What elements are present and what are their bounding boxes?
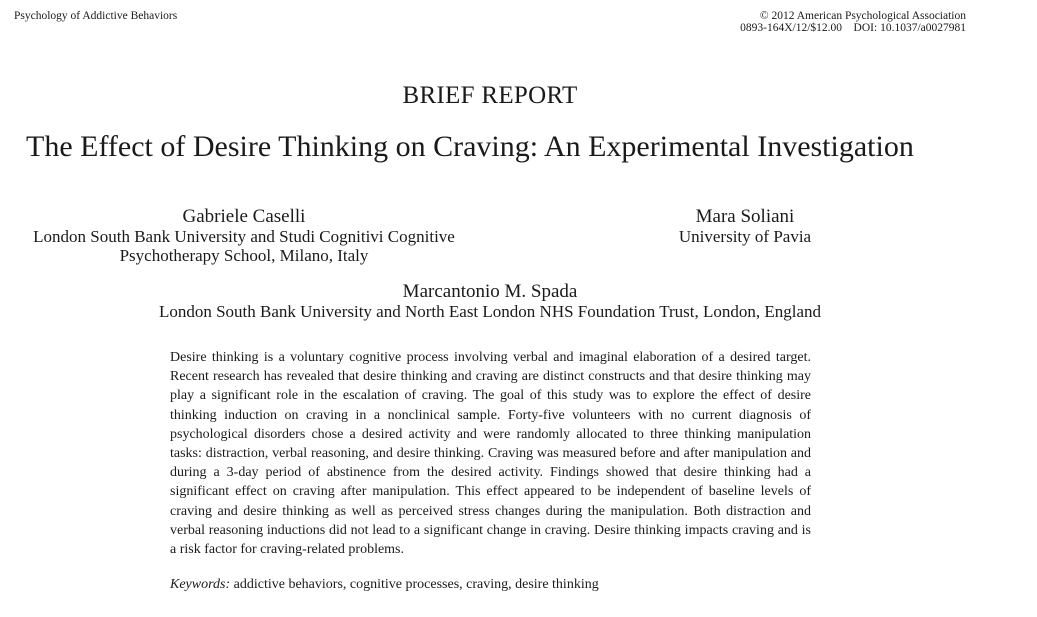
author-affiliation: University of Pavia xyxy=(678,227,812,246)
abstract: Desire thinking is a voluntary cognitive process involving verbal and imaginal elaboration of a desired target. Recent research has revealed that desire thinking and craving are distinct constructs and that desire thinking may play a significant role in the escalation of craving. The goal of this study was to explore the effect of desire thinking induction on craving in a nonclinical sample. Forty-five volunteers with no current diagnosis of psychological disorders chose a desired activity and were randomly allocated to three thinking manipulation tasks: distraction, verbal reasoning, and desire thinking. Craving was measured before and after manipulation and during a 3-day period of abstinence from the desired activity. Findings showed that desire thinking had a significant effect on craving after manipulation. This effect appeared to be independent of baseline levels of craving and desire thinking as well as perceived stress changes during the manipulation. Both distraction and verbal reasoning inductions did not lead to a significant change in craving. Desire thinking impacts craving and is a risk factor for craving-related problems. xyxy=(170,350,811,558)
doi-line: 0893-164X/12/$12.00 DOI: 10.1037/a0027981 xyxy=(740,22,966,34)
author-affiliation: London South Bank University and Studi Cognitivi Cognitive xyxy=(33,227,455,246)
journal-name: Psychology of Addictive Behaviors xyxy=(14,10,178,22)
author-block xyxy=(640,206,850,246)
author-block xyxy=(24,206,464,265)
author-affiliation: Psychotherapy School, Milano, Italy xyxy=(119,246,369,265)
author-name: Marcantonio M. Spada xyxy=(402,281,578,302)
author-name: Gabriele Caselli xyxy=(182,206,306,227)
article-title: The Effect of Desire Thinking on Craving: An Experimental Investigation xyxy=(26,130,914,163)
keywords-text: addictive behaviors, cognitive processes, craving, desire thinking xyxy=(233,577,599,592)
author-name: Mara Soliani xyxy=(695,206,795,227)
copyright-block xyxy=(740,10,966,34)
section-label: BRIEF REPORT xyxy=(402,82,578,109)
author-block xyxy=(0,281,980,321)
author-affiliation: London South Bank University and North East London NHS Foundation Trust, London, England xyxy=(158,302,822,321)
keywords xyxy=(170,577,599,593)
copyright-line: © 2012 American Psychological Association xyxy=(759,10,966,22)
keywords-label: Keywords: xyxy=(170,577,231,592)
